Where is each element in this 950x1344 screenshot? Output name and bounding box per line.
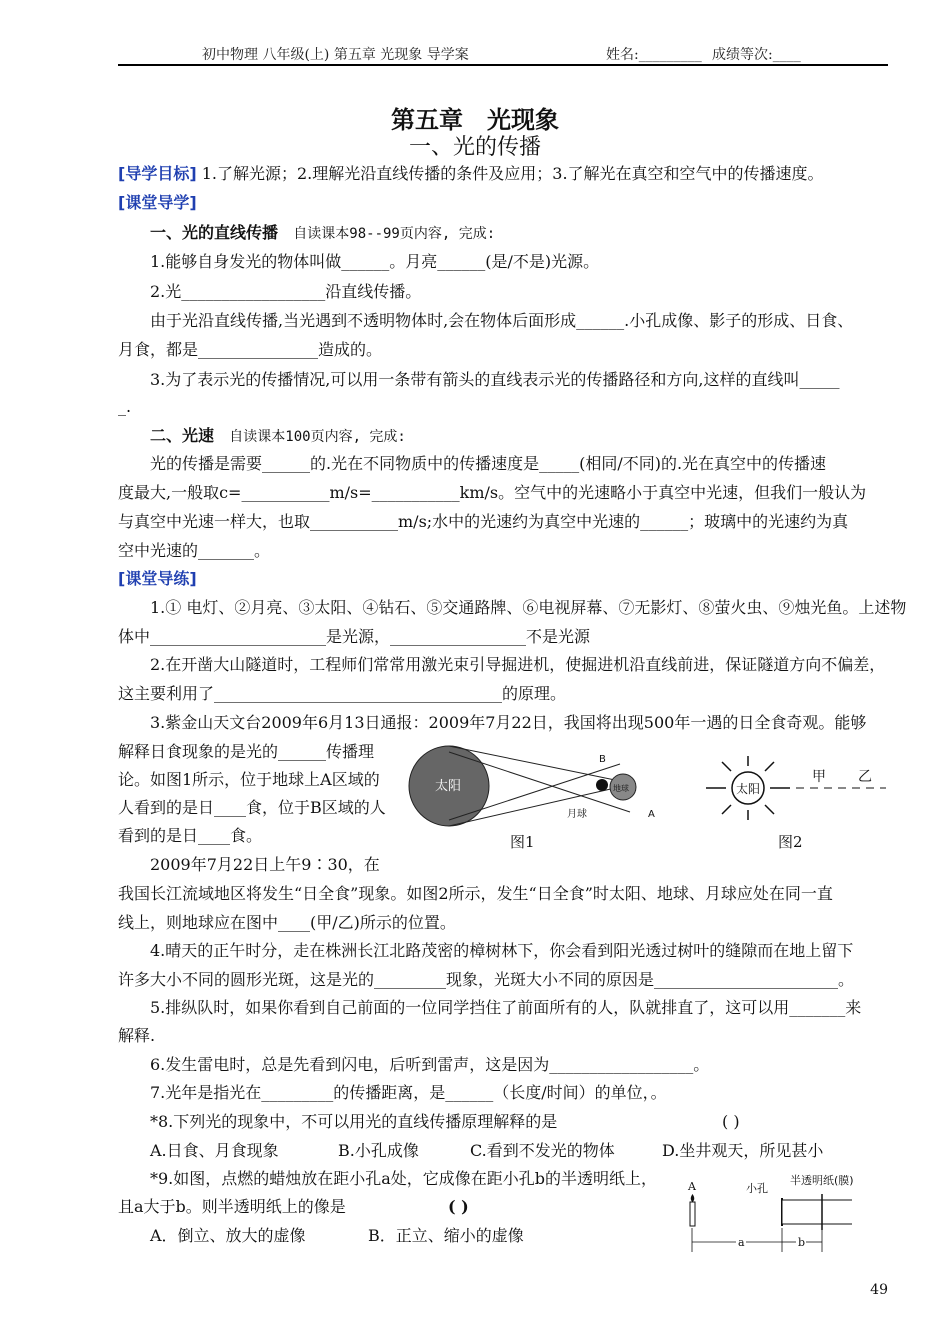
hole-label: 小孔 — [746, 1182, 768, 1195]
page-number: 49 — [870, 1282, 888, 1298]
position-jia: 甲 — [812, 769, 826, 785]
q8-option-b: B.小孔成像 — [338, 1141, 419, 1160]
part1-heading: 一、光的直线传播 — [150, 223, 279, 242]
position-yi: 乙 — [858, 769, 872, 785]
q9-option-b: B．正立、缩小的虚像 — [368, 1226, 524, 1245]
part2-line-4: 空中光速的_______。 — [118, 541, 271, 560]
q8-option-c: C.看到不发光的物体 — [470, 1141, 615, 1160]
fig2-sun-label: 太阳 — [736, 782, 761, 796]
part1-line-6: _. — [118, 397, 132, 416]
part2-line-2: 度最大,一般取c=___________m/s=___________km/s。空气中的光速略小于真空中光速，但我们一般认为 — [118, 483, 867, 502]
dim-label-a: a — [738, 1236, 745, 1249]
figure-3-pinhole-diagram — [680, 1168, 880, 1254]
header-course: 初中物理 八年级(上) 第五章 光现象 导学案 — [202, 47, 469, 63]
q3-line-7: 我国长江流域地区将发生“日全食”现象。如图2所示，发生“日全食”时太阳、地球、月球应处在同一直 — [118, 884, 833, 903]
figure-2-caption: 图2 — [778, 833, 803, 851]
part2-heading-row — [150, 425, 406, 448]
objectives-row — [118, 163, 824, 185]
q2-line-1: 2.在开凿大山隧道时，工程师们常常用激光束引导掘进机，使掘进机沿直线前进，保证隧道方向不偏差， — [150, 655, 886, 674]
q9-answer-bracket: ( ) — [448, 1197, 469, 1216]
q3-line-6: 2009年7月22日上午9∶30，在 — [150, 855, 380, 874]
part1-instruction: 自读课本98--99页内容, 完成: — [293, 226, 496, 242]
figure-2-positions-diagram — [700, 752, 890, 822]
q3-line-8: 线上，则地球应在图中____(甲/乙)所示的位置。 — [118, 913, 456, 932]
part1-line-4: 月食，都是_______________造成的。 — [118, 340, 383, 359]
q8-stem: *8.下列光的现象中，不可以用光的直线传播原理解释的是 — [150, 1112, 558, 1131]
part2-line-3: 与真空中光速一样大，也取___________m/s;水中的光速约为真空中光速的______；玻璃中的光速约为真 — [118, 512, 849, 531]
part2-heading: 二、光速 — [150, 426, 215, 445]
q5-line-1: 5.排纵队时，如果你看到自己前面的一位同学挡住了前面所有的人，队就排直了，这可以用_______来 — [150, 998, 862, 1017]
moon-disk — [596, 779, 608, 791]
objectives-tag: [导学目标] — [118, 164, 197, 183]
candle-body — [690, 1202, 695, 1226]
header-divider — [118, 64, 888, 66]
label-b: B — [599, 754, 606, 765]
header-name-field: 姓名:_________ — [606, 47, 702, 63]
header-grade-field: 成绩等次:____ — [712, 47, 801, 63]
camera-box — [782, 1200, 822, 1224]
q3-line-5: 看到的是日____食。 — [118, 826, 263, 845]
candle-flame — [691, 1194, 695, 1202]
guide-tag: [课堂导学] — [118, 193, 197, 212]
moon-label: 月球 — [567, 809, 587, 820]
q4-line-2: 许多大小不同的圆形光斑，这是光的_________现象，光斑大小不同的原因是_______________________。 — [118, 970, 855, 989]
figure-1-eclipse-diagram — [405, 742, 665, 832]
q3-line-4: 人看到的是日____食，位于B区域的人 — [118, 798, 386, 817]
figure-1-caption: 图1 — [510, 833, 535, 851]
dim-label-b: b — [798, 1236, 806, 1249]
section-title: 一、光的传播 — [408, 135, 541, 160]
q9-line-1: *9.如图，点燃的蜡烛放在距小孔a处，它成像在距小孔b的半透明纸上， — [150, 1169, 658, 1188]
label-a: A — [648, 809, 655, 820]
part1-line-3: 由于光沿直线传播,当光遇到不透明物体时,会在物体后面形成______.小孔成像、影子的形成、日食、 — [150, 311, 854, 330]
part1-heading-row — [150, 222, 495, 245]
objectives-text: 1.了解光源；2.理解光沿直线传播的条件及应用；3.了解光在真空和空气中的传播速度。 — [201, 164, 824, 183]
q3-line-2: 解释日食现象的是光的______传播理 — [118, 742, 375, 761]
q7-line: 7.光年是指光在_________的传播距离，是______（长度/时间）的单位，。 — [150, 1083, 667, 1102]
q4-line-1: 4.晴天的正午时分，走在株洲长江北路茂密的樟树林下，你会看到阳光透过树叶的缝隙而在地上留下 — [150, 941, 854, 960]
q8-option-d: D.坐井观天，所见甚小 — [662, 1141, 824, 1160]
q8-option-a: A.日食、月食现象 — [150, 1141, 279, 1160]
q2-line-2: 这主要利用了____________________________________的原理。 — [118, 684, 567, 703]
sun-label: 太阳 — [435, 779, 462, 794]
q5-line-2: 解释. — [118, 1026, 156, 1045]
q1-line-2: 体中______________________是光源，_________________不是光源 — [118, 627, 591, 646]
q1-line-1: 1.① 电灯、②月亮、③太阳、④钻石、⑤交通路牌、⑥电视屏幕、⑦无影灯、⑧萤火虫、⑨烛光鱼。上述物 — [150, 598, 907, 617]
q6-line: 6.发生雷电时，总是先看到闪电，后听到雷声，这是因为__________________。 — [150, 1055, 710, 1074]
part1-line-2: 2.光__________________沿直线传播。 — [150, 282, 422, 301]
part1-line-1: 1.能够自身发光的物体叫做______。月亮______(是/不是)光源。 — [150, 252, 600, 271]
candle-label-a: A — [688, 1180, 696, 1193]
q9-line-2: 且a大于b。则半透明纸上的像是 — [118, 1197, 346, 1216]
q8-answer-bracket: ( ) — [722, 1112, 740, 1131]
q3-line-3: 论。如图1所示，位于地球上A区域的 — [118, 770, 380, 789]
q9-option-a: A．倒立、放大的虚像 — [150, 1226, 306, 1245]
paper-label: 半透明纸(膜) — [790, 1174, 854, 1187]
part2-line-1: 光的传播是需要______的.光在不同物质中的传播速度是_____(相同/不同)的.光在真空中的传播速 — [150, 454, 827, 473]
q3-line-1: 3.紫金山天文台2009年6月13日通报：2009年7月22日，我国将出现500年一遇的日全食奇观。能够 — [150, 713, 867, 732]
chapter-title: 第五章 光现象 — [391, 106, 559, 134]
earth-label: 地球 — [613, 784, 629, 793]
part2-instruction: 自读课本100页内容, 完成: — [229, 429, 406, 445]
part1-line-5: 3.为了表示光的传播情况,可以用一条带有箭头的直线表示光的传播路径和方向,这样的直线叫_____ — [150, 370, 840, 389]
practice-tag: [课堂导练] — [118, 569, 197, 588]
